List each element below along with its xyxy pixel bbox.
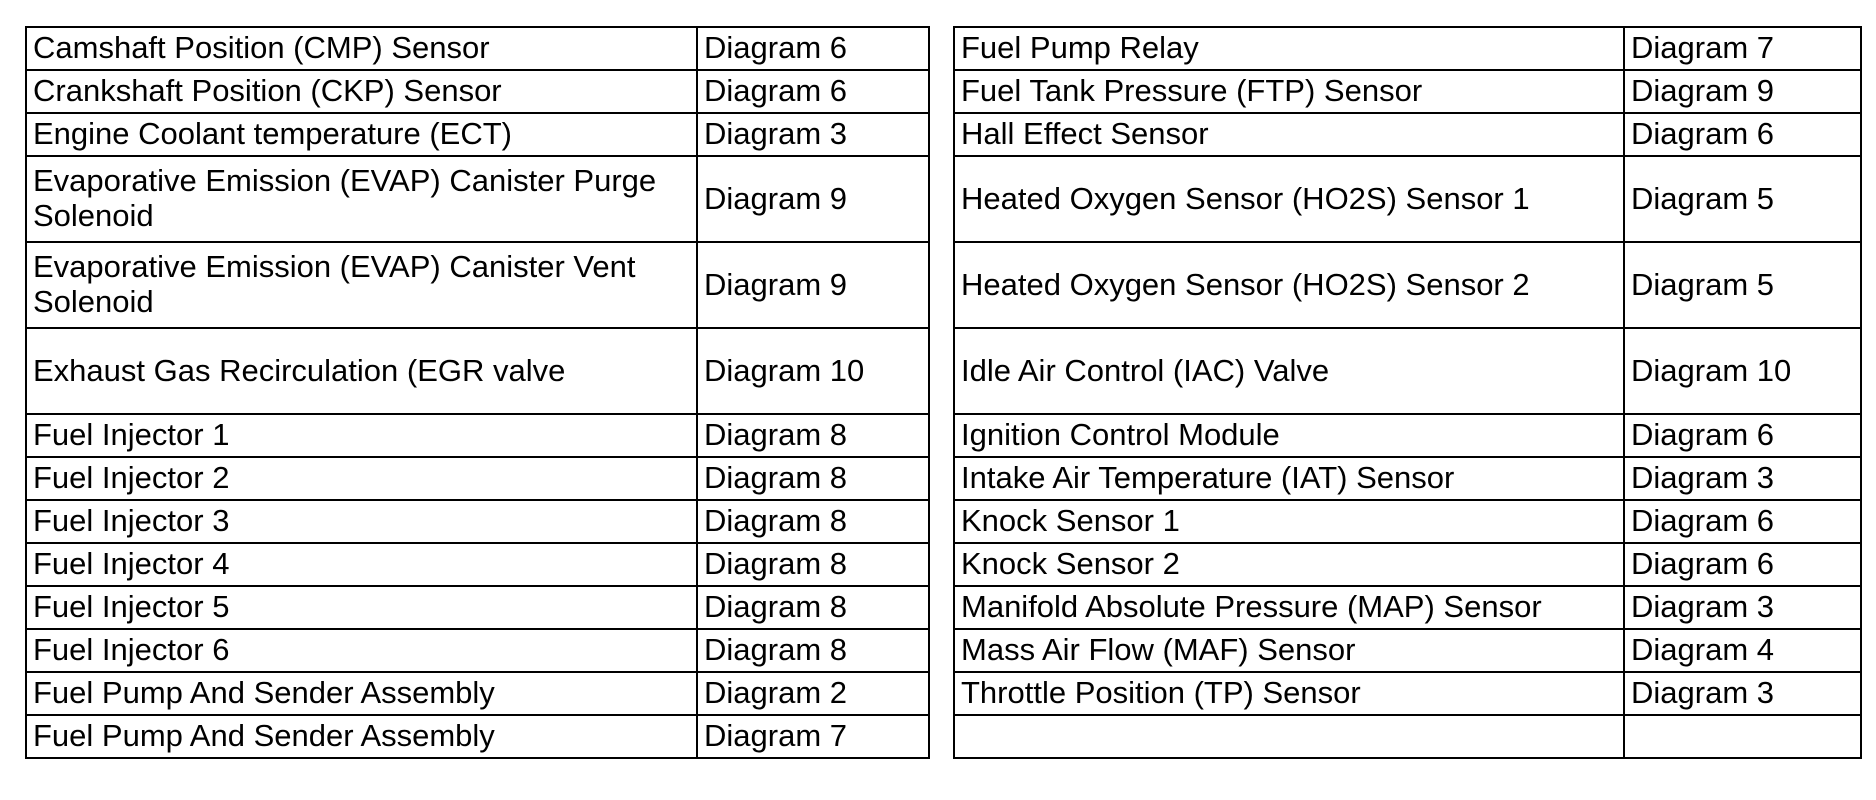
component-name-cell: Camshaft Position (CMP) Sensor — [26, 27, 697, 70]
table-row — [26, 242, 1861, 328]
diagram-ref-cell: Diagram 3 — [1624, 672, 1861, 715]
diagram-ref-cell: Diagram 3 — [1624, 586, 1861, 629]
component-name-cell: Fuel Injector 4 — [26, 543, 697, 586]
table-row — [26, 457, 1861, 500]
table-row — [26, 156, 1861, 242]
table-row — [26, 414, 1861, 457]
diagram-ref-cell: Diagram 10 — [697, 328, 929, 414]
component-name-cell: Intake Air Temperature (IAT) Sensor — [954, 457, 1624, 500]
diagram-ref-cell: Diagram 9 — [697, 156, 929, 242]
component-name-cell: Fuel Injector 5 — [26, 586, 697, 629]
component-name-cell: Fuel Pump Relay — [954, 27, 1624, 70]
table-row — [26, 543, 1861, 586]
diagram-ref-cell: Diagram 6 — [1624, 500, 1861, 543]
diagram-ref-cell: Diagram 3 — [1624, 457, 1861, 500]
diagram-ref-cell: Diagram 6 — [1624, 543, 1861, 586]
component-name-cell: Throttle Position (TP) Sensor — [954, 672, 1624, 715]
component-name-cell: Fuel Pump And Sender Assembly — [26, 672, 697, 715]
column-divider — [929, 543, 954, 586]
table-row — [26, 27, 1861, 70]
component-name-cell: Heated Oxygen Sensor (HO2S) Sensor 1 — [954, 156, 1624, 242]
component-name-cell: Heated Oxygen Sensor (HO2S) Sensor 2 — [954, 242, 1624, 328]
diagram-ref-cell: Diagram 8 — [697, 543, 929, 586]
column-divider — [929, 328, 954, 414]
component-name-cell: Knock Sensor 2 — [954, 543, 1624, 586]
component-name-cell: Crankshaft Position (CKP) Sensor — [26, 70, 697, 113]
component-name-cell: Evaporative Emission (EVAP) Canister Vent Solenoid — [26, 242, 697, 328]
diagram-ref-cell: Diagram 6 — [1624, 113, 1861, 156]
table-body — [26, 27, 1861, 758]
column-divider — [929, 70, 954, 113]
diagram-ref-cell: Diagram 8 — [697, 414, 929, 457]
table-row — [26, 70, 1861, 113]
component-name-cell: Fuel Injector 1 — [26, 414, 697, 457]
diagram-ref-cell: Diagram 6 — [1624, 414, 1861, 457]
diagram-ref-cell: Diagram 7 — [697, 715, 929, 758]
column-divider — [929, 27, 954, 70]
diagram-ref-cell: Diagram 9 — [1624, 70, 1861, 113]
component-name-cell: Fuel Tank Pressure (FTP) Sensor — [954, 70, 1624, 113]
component-name-cell: Fuel Injector 2 — [26, 457, 697, 500]
table-row — [26, 629, 1861, 672]
table-row — [26, 672, 1861, 715]
diagram-ref-cell: Diagram 5 — [1624, 156, 1861, 242]
component-name-cell: Hall Effect Sensor — [954, 113, 1624, 156]
diagram-ref-cell: Diagram 4 — [1624, 629, 1861, 672]
diagram-ref-cell: Diagram 5 — [1624, 242, 1861, 328]
component-name-cell: Exhaust Gas Recirculation (EGR valve — [26, 328, 697, 414]
column-divider — [929, 113, 954, 156]
diagram-ref-cell: Diagram 8 — [697, 629, 929, 672]
column-divider — [929, 156, 954, 242]
component-index-table — [25, 26, 1862, 759]
column-divider — [929, 414, 954, 457]
column-divider — [929, 242, 954, 328]
component-name-cell: Fuel Pump And Sender Assembly — [26, 715, 697, 758]
component-name-cell: Fuel Injector 3 — [26, 500, 697, 543]
diagram-ref-cell: Diagram 2 — [697, 672, 929, 715]
table-row — [26, 586, 1861, 629]
table-row — [26, 113, 1861, 156]
diagram-ref-cell: Diagram 3 — [697, 113, 929, 156]
component-name-cell: Knock Sensor 1 — [954, 500, 1624, 543]
component-name-cell: Manifold Absolute Pressure (MAP) Sensor — [954, 586, 1624, 629]
component-name-cell: Idle Air Control (IAC) Valve — [954, 328, 1624, 414]
diagram-ref-cell: Diagram 6 — [697, 27, 929, 70]
component-name-cell: Mass Air Flow (MAF) Sensor — [954, 629, 1624, 672]
diagram-ref-cell: Diagram 10 — [1624, 328, 1861, 414]
component-name-cell: Fuel Injector 6 — [26, 629, 697, 672]
diagram-ref-cell: Diagram 8 — [697, 586, 929, 629]
diagram-ref-cell: Diagram 8 — [697, 500, 929, 543]
table-row — [26, 715, 1861, 758]
diagram-ref-cell: Diagram 7 — [1624, 27, 1861, 70]
component-name-cell: Engine Coolant temperature (ECT) — [26, 113, 697, 156]
column-divider — [929, 586, 954, 629]
diagram-ref-cell — [1624, 715, 1861, 758]
column-divider — [929, 629, 954, 672]
column-divider — [929, 715, 954, 758]
column-divider — [929, 672, 954, 715]
component-name-cell: Ignition Control Module — [954, 414, 1624, 457]
diagram-ref-cell: Diagram 9 — [697, 242, 929, 328]
column-divider — [929, 500, 954, 543]
table-row — [26, 500, 1861, 543]
component-name-cell — [954, 715, 1624, 758]
diagram-ref-cell: Diagram 6 — [697, 70, 929, 113]
component-name-cell: Evaporative Emission (EVAP) Canister Purge Solenoid — [26, 156, 697, 242]
column-divider — [929, 457, 954, 500]
component-diagram-index — [25, 26, 1860, 759]
diagram-ref-cell: Diagram 8 — [697, 457, 929, 500]
table-row — [26, 328, 1861, 414]
